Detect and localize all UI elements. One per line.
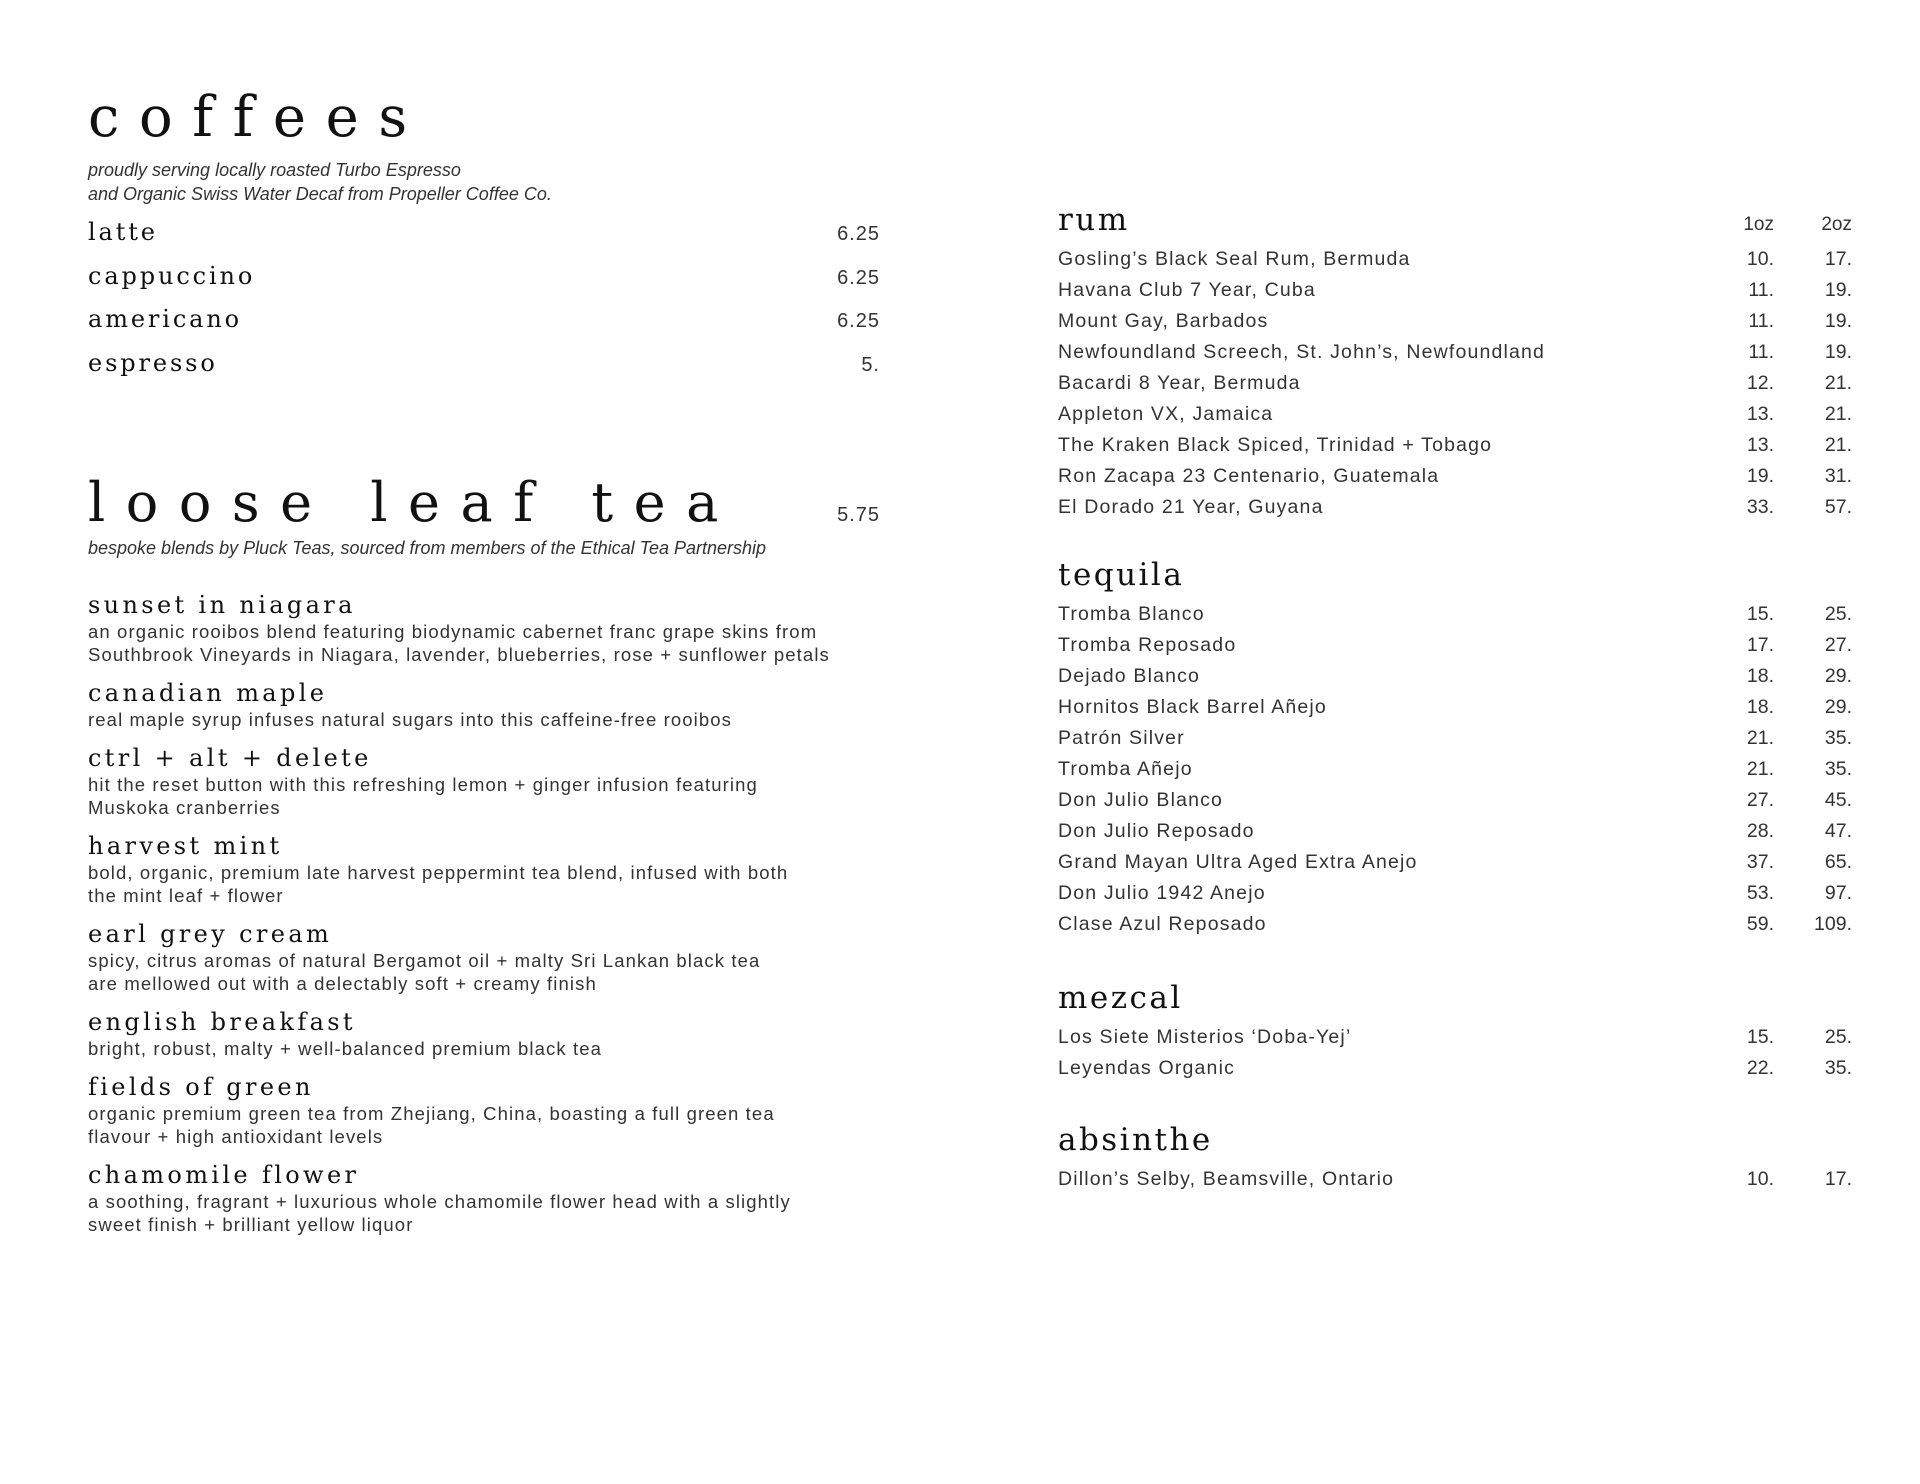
price-2oz: 21.	[1824, 434, 1852, 456]
price-2oz: 19.	[1824, 341, 1852, 363]
spirit-row	[1058, 279, 1852, 310]
tea-description: a soothing, fragrant + luxurious whole chamomile flower head with a slightly sweet finish + brilliant yellow liquor	[88, 1191, 791, 1235]
rum-header	[1058, 202, 1852, 248]
price-2oz: 35.	[1824, 727, 1852, 749]
tea-header	[88, 471, 880, 534]
absinthe-section	[1058, 1122, 1852, 1199]
price-2oz: 97.	[1824, 882, 1852, 904]
tea-item	[88, 743, 880, 819]
tea-name: canadian maple	[88, 679, 328, 707]
tea-description: hit the reset button with this refreshing lemon + ginger infusion featuring Muskoka cranberries	[88, 774, 758, 818]
tea-description: bright, robust, malty + well-balanced premium black tea	[88, 1038, 602, 1059]
spirit-row	[1058, 496, 1852, 527]
spirit-row	[1058, 248, 1852, 279]
price-1oz: 17.	[1746, 634, 1774, 656]
tea-name: harvest mint	[88, 832, 283, 860]
mezcal-header	[1058, 980, 1852, 1026]
spirit-name: Los Siete Misterios ‘Doba-Yej’	[1058, 1026, 1352, 1048]
price-1oz: 37.	[1746, 851, 1774, 873]
price-2oz: 17.	[1824, 1168, 1852, 1190]
tea-name: english breakfast	[88, 1008, 356, 1036]
price-2oz: 31.	[1824, 465, 1852, 487]
spirit-row	[1058, 403, 1852, 434]
price-1oz: 13.	[1746, 403, 1774, 425]
price-1oz: 53.	[1746, 882, 1774, 904]
price-2oz: 45.	[1824, 789, 1852, 811]
spirit-row	[1058, 603, 1852, 634]
spirit-name: Mount Gay, Barbados	[1058, 310, 1269, 332]
spirit-name: Clase Azul Reposado	[1058, 913, 1267, 935]
coffee-name: latte	[88, 218, 158, 246]
price-1oz: 15.	[1746, 1026, 1774, 1048]
spirit-name: Bacardi 8 Year, Bermuda	[1058, 372, 1301, 394]
tea-price: 5.75	[837, 504, 880, 526]
tea-item	[88, 678, 880, 731]
tea-name: earl grey cream	[88, 920, 333, 948]
absinthe-list	[1058, 1168, 1852, 1199]
tea-description: an organic rooibos blend featuring biodynamic cabernet franc grape skins from Southbrook Vineyards in Niagara, lavender, blueberries, rose + sunflower petals	[88, 621, 830, 665]
coffees-subtitle-line2: and Organic Swiss Water Decaf from Propeller Coffee Co.	[88, 184, 552, 204]
spirit-name: Dillon’s Selby, Beamsville, Ontario	[1058, 1168, 1395, 1190]
rum-title: rum	[1058, 202, 1130, 238]
right-column	[1058, 202, 1852, 1227]
tea-item	[88, 831, 880, 907]
tea-subtitle: bespoke blends by Pluck Teas, sourced from members of the Ethical Tea Partnership	[88, 538, 767, 558]
spirit-row	[1058, 634, 1852, 665]
tea-description: spicy, citrus aromas of natural Bergamot oil + malty Sri Lankan black tea are mellowed out with a delectably soft + creamy finish	[88, 950, 761, 994]
price-2oz: 25.	[1824, 1026, 1852, 1048]
tequila-list	[1058, 603, 1852, 944]
spirit-name: Gosling’s Black Seal Rum, Bermuda	[1058, 248, 1411, 270]
price-1oz: 11.	[1748, 279, 1774, 301]
spirit-row	[1058, 310, 1852, 341]
tea-list	[88, 590, 880, 1236]
spirit-name: Havana Club 7 Year, Cuba	[1058, 279, 1316, 301]
coffee-item-cappuccino	[88, 262, 880, 306]
price-2oz: 29.	[1824, 696, 1852, 718]
coffee-name: cappuccino	[88, 261, 256, 290]
price-2oz: 19.	[1824, 279, 1852, 301]
coffee-price: 6.25	[837, 223, 880, 245]
tea-name: chamomile flower	[88, 1161, 360, 1189]
tea-item	[88, 1160, 880, 1236]
spirit-row	[1058, 1057, 1852, 1088]
spirit-name: Don Julio 1942 Anejo	[1058, 882, 1266, 904]
spirit-name: Dejado Blanco	[1058, 665, 1201, 687]
tea-description: organic premium green tea from Zhejiang, China, boasting a full green tea flavour + high antioxidant levels	[88, 1103, 775, 1147]
price-1oz: 15.	[1746, 603, 1774, 625]
spirit-row	[1058, 882, 1852, 913]
price-2oz: 19.	[1824, 310, 1852, 332]
coffee-item-latte	[88, 218, 880, 262]
spirit-row	[1058, 696, 1852, 727]
spirit-row	[1058, 434, 1852, 465]
spirit-row	[1058, 1168, 1852, 1199]
tequila-section	[1058, 557, 1852, 944]
tea-description: bold, organic, premium late harvest peppermint tea blend, infused with both the mint leaf + flower	[88, 862, 789, 906]
spirit-row	[1058, 758, 1852, 789]
price-2oz: 21.	[1824, 403, 1852, 425]
price-2oz: 109.	[1814, 913, 1852, 935]
price-1oz: 11.	[1748, 341, 1774, 363]
absinthe-header	[1058, 1122, 1852, 1168]
spirit-name: Ron Zacapa 23 Centenario, Guatemala	[1058, 465, 1440, 487]
tequila-header	[1058, 557, 1852, 603]
price-1oz: 21.	[1746, 758, 1774, 780]
tea-item	[88, 1007, 880, 1060]
spirit-row	[1058, 665, 1852, 696]
spirit-name: Tromba Blanco	[1058, 603, 1205, 625]
tea-item	[88, 590, 880, 666]
spirit-row	[1058, 465, 1852, 496]
price-1oz: 11.	[1748, 310, 1774, 332]
spirit-name: Patrón Silver	[1058, 727, 1185, 749]
price-1oz: 10.	[1746, 1168, 1774, 1190]
price-2oz: 29.	[1824, 665, 1852, 687]
price-1oz: 33.	[1746, 496, 1774, 518]
spirit-row	[1058, 913, 1852, 944]
tea-section	[88, 471, 880, 1236]
tea-name: fields of green	[88, 1073, 314, 1101]
tea-item	[88, 1072, 880, 1148]
price-2oz: 35.	[1824, 758, 1852, 780]
tea-item	[88, 919, 880, 995]
price-2oz: 57.	[1824, 496, 1852, 518]
price-2oz: 47.	[1824, 820, 1852, 842]
price-1oz: 12.	[1746, 372, 1774, 394]
price-2oz: 27.	[1824, 634, 1852, 656]
rum-section	[1058, 202, 1852, 527]
spirit-row	[1058, 727, 1852, 758]
price-1oz: 59.	[1746, 913, 1774, 935]
spirit-row	[1058, 341, 1852, 372]
mezcal-list	[1058, 1026, 1852, 1088]
spirit-name: Don Julio Reposado	[1058, 820, 1255, 842]
spirit-name: El Dorado 21 Year, Guyana	[1058, 496, 1324, 518]
tea-name: sunset in niagara	[88, 591, 356, 619]
coffee-item-espresso	[88, 349, 880, 393]
spirit-row	[1058, 372, 1852, 403]
price-2oz: 65.	[1824, 851, 1852, 873]
price-2oz: 21.	[1824, 372, 1852, 394]
price-1oz: 27.	[1746, 789, 1774, 811]
spirit-row	[1058, 820, 1852, 851]
spirit-name: Grand Mayan Ultra Aged Extra Anejo	[1058, 851, 1418, 873]
coffee-price: 5.	[861, 353, 880, 376]
coffee-item-americano	[88, 305, 880, 349]
tea-title: loose leaf tea	[88, 471, 739, 534]
spirit-name: Don Julio Blanco	[1058, 789, 1224, 811]
tequila-title: tequila	[1058, 557, 1185, 593]
coffee-name: americano	[88, 305, 242, 333]
coffees-subtitle-line1: proudly serving locally roasted Turbo Espresso	[88, 160, 461, 180]
spirit-name: Leyendas Organic	[1058, 1057, 1235, 1079]
spirit-name: Tromba Añejo	[1058, 758, 1193, 780]
price-1oz: 10.	[1746, 248, 1774, 270]
spirit-row	[1058, 789, 1852, 820]
left-column	[88, 85, 880, 1248]
price-1oz: 21.	[1746, 727, 1774, 749]
price-2oz: 17.	[1824, 248, 1852, 270]
price-2oz: 25.	[1824, 603, 1852, 625]
price-1oz: 22.	[1746, 1057, 1774, 1079]
spirit-name: Tromba Reposado	[1058, 634, 1237, 656]
price-1oz: 19.	[1746, 465, 1774, 487]
spirit-name: Hornitos Black Barrel Añejo	[1058, 696, 1327, 718]
rum-list	[1058, 248, 1852, 527]
coffee-price: 6.25	[837, 310, 880, 332]
spirit-name: Appleton VX, Jamaica	[1058, 403, 1274, 425]
price-1oz: 18.	[1746, 665, 1774, 687]
price-1oz: 28.	[1746, 820, 1774, 842]
column-header-1oz: 1oz	[1743, 214, 1774, 235]
spirit-row	[1058, 851, 1852, 882]
spirit-name: The Kraken Black Spiced, Trinidad + Tobago	[1058, 434, 1493, 456]
coffee-price: 6.25	[837, 266, 880, 289]
coffees-section	[88, 85, 880, 392]
mezcal-section	[1058, 980, 1852, 1088]
mezcal-title: mezcal	[1058, 980, 1183, 1016]
coffee-name: espresso	[88, 348, 218, 377]
spirit-row	[1058, 1026, 1852, 1057]
tea-description: real maple syrup infuses natural sugars into this caffeine-free rooibos	[88, 709, 733, 730]
spirit-name: Newfoundland Screech, St. John’s, Newfoundland	[1058, 341, 1546, 363]
column-header-2oz: 2oz	[1821, 214, 1852, 235]
price-1oz: 13.	[1746, 434, 1774, 456]
absinthe-title: absinthe	[1058, 1122, 1213, 1158]
coffees-title: coffees	[88, 85, 427, 150]
price-1oz: 18.	[1746, 696, 1774, 718]
tea-name: ctrl + alt + delete	[88, 744, 372, 772]
price-2oz: 35.	[1824, 1057, 1852, 1079]
coffee-list	[88, 218, 880, 392]
